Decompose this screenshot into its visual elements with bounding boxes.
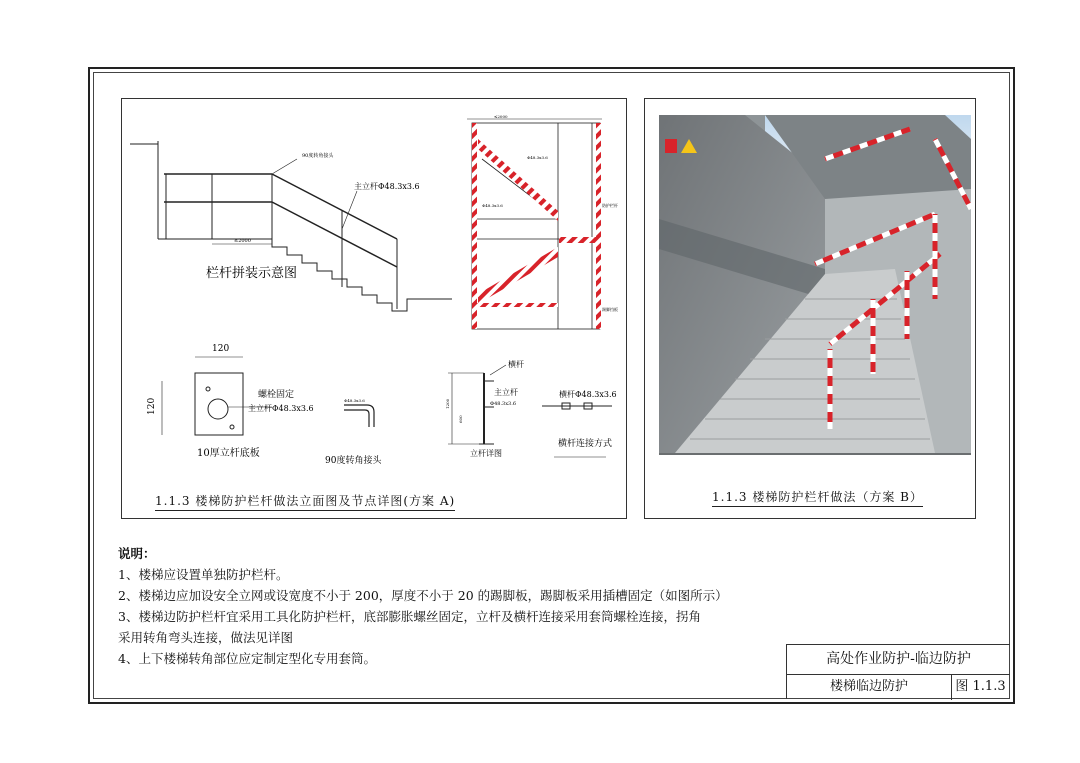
stair-label-bottom: 踢脚挡板 bbox=[602, 307, 618, 312]
post-dim-1: 1200 bbox=[445, 398, 450, 409]
note-item-4: 4、上下楼梯转角部位应定制定型化专用套筒。 bbox=[118, 651, 376, 666]
base-bolt: 螺栓固定 bbox=[258, 390, 295, 400]
corner-joint-detail bbox=[344, 405, 374, 427]
drawing-panel-a bbox=[121, 98, 627, 519]
post-main-size: Φ48.3x3.6 bbox=[490, 401, 517, 407]
railing-title: 栏杆拼装示意图 bbox=[206, 266, 298, 281]
base-title: 10厚立杆底板 bbox=[197, 448, 260, 459]
stair-label-right: 防护栏杆 bbox=[602, 203, 618, 208]
base-dim: 120 bbox=[212, 344, 230, 354]
corner-label: Φ48.3x3.6 bbox=[344, 398, 365, 403]
title-block-sub: 楼梯临边防护 bbox=[787, 674, 952, 700]
corner-title: 90度转角接头 bbox=[325, 456, 382, 466]
post-dim-2: 600 bbox=[458, 415, 463, 423]
notes-title: 说明： bbox=[118, 546, 156, 561]
stair-label-1: Φ48.3x3.6 bbox=[527, 155, 548, 160]
conn-label: 横杆Φ48.3x3.6 bbox=[559, 390, 617, 399]
railing-assembly-diagram bbox=[130, 141, 452, 311]
note-item-3: 3、楼梯边防护栏杆宜采用工具化防护栏杆，底部膨胀螺丝固定，立杆及横杆连接采用套筒螺栓连接，拐角 bbox=[118, 609, 701, 624]
conn-title: 横杆连接方式 bbox=[558, 439, 613, 449]
caption-a: 1.1.3 楼梯防护栏杆做法立面图及节点详图(方案 A) bbox=[155, 492, 455, 511]
railing-label-corner: 90度转角接头 bbox=[302, 153, 334, 159]
note-item-1: 1、楼梯应设置单独防护栏杆。 bbox=[118, 567, 289, 582]
stair-label-2: Φ48.3x3.6 bbox=[482, 203, 503, 208]
note-item-3-cont: 采用转角弯头连接，做法见详图 bbox=[118, 630, 294, 645]
base-plate-detail bbox=[162, 357, 272, 435]
note-item-2: 2、楼梯边应加设安全立网或设宽度不小于 200，厚度不小于 20 的踢脚板，踢脚板采用插槽固定（如图所示） bbox=[118, 588, 728, 603]
post-title: 立杆详图 bbox=[470, 449, 502, 458]
stair-red-rails bbox=[472, 123, 601, 329]
title-block-number: 图 1.1.3 bbox=[955, 679, 1006, 694]
caption-b: 1.1.3 楼梯防护栏杆做法（方案 B） bbox=[712, 488, 923, 507]
stair-top-dim: ≤2000 bbox=[494, 114, 508, 119]
base-main: 主立杆Φ48.3x3.6 bbox=[248, 404, 314, 413]
base-dim-v: 120 bbox=[147, 397, 157, 415]
title-block-main: 高处作业防护-临边防护 bbox=[787, 645, 1010, 675]
post-main: 主立杆 bbox=[494, 388, 518, 397]
railing-label-span: ≤2000 bbox=[234, 238, 251, 244]
stair-render-image bbox=[645, 99, 975, 518]
railing-label-main: 主立杆Φ48.3x3.6 bbox=[354, 182, 420, 191]
title-block bbox=[786, 644, 1010, 699]
photo-panel-b bbox=[644, 98, 976, 519]
notes-section bbox=[118, 543, 728, 669]
technical-drawing bbox=[122, 99, 628, 520]
post-hbar: 横杆 bbox=[508, 360, 524, 369]
